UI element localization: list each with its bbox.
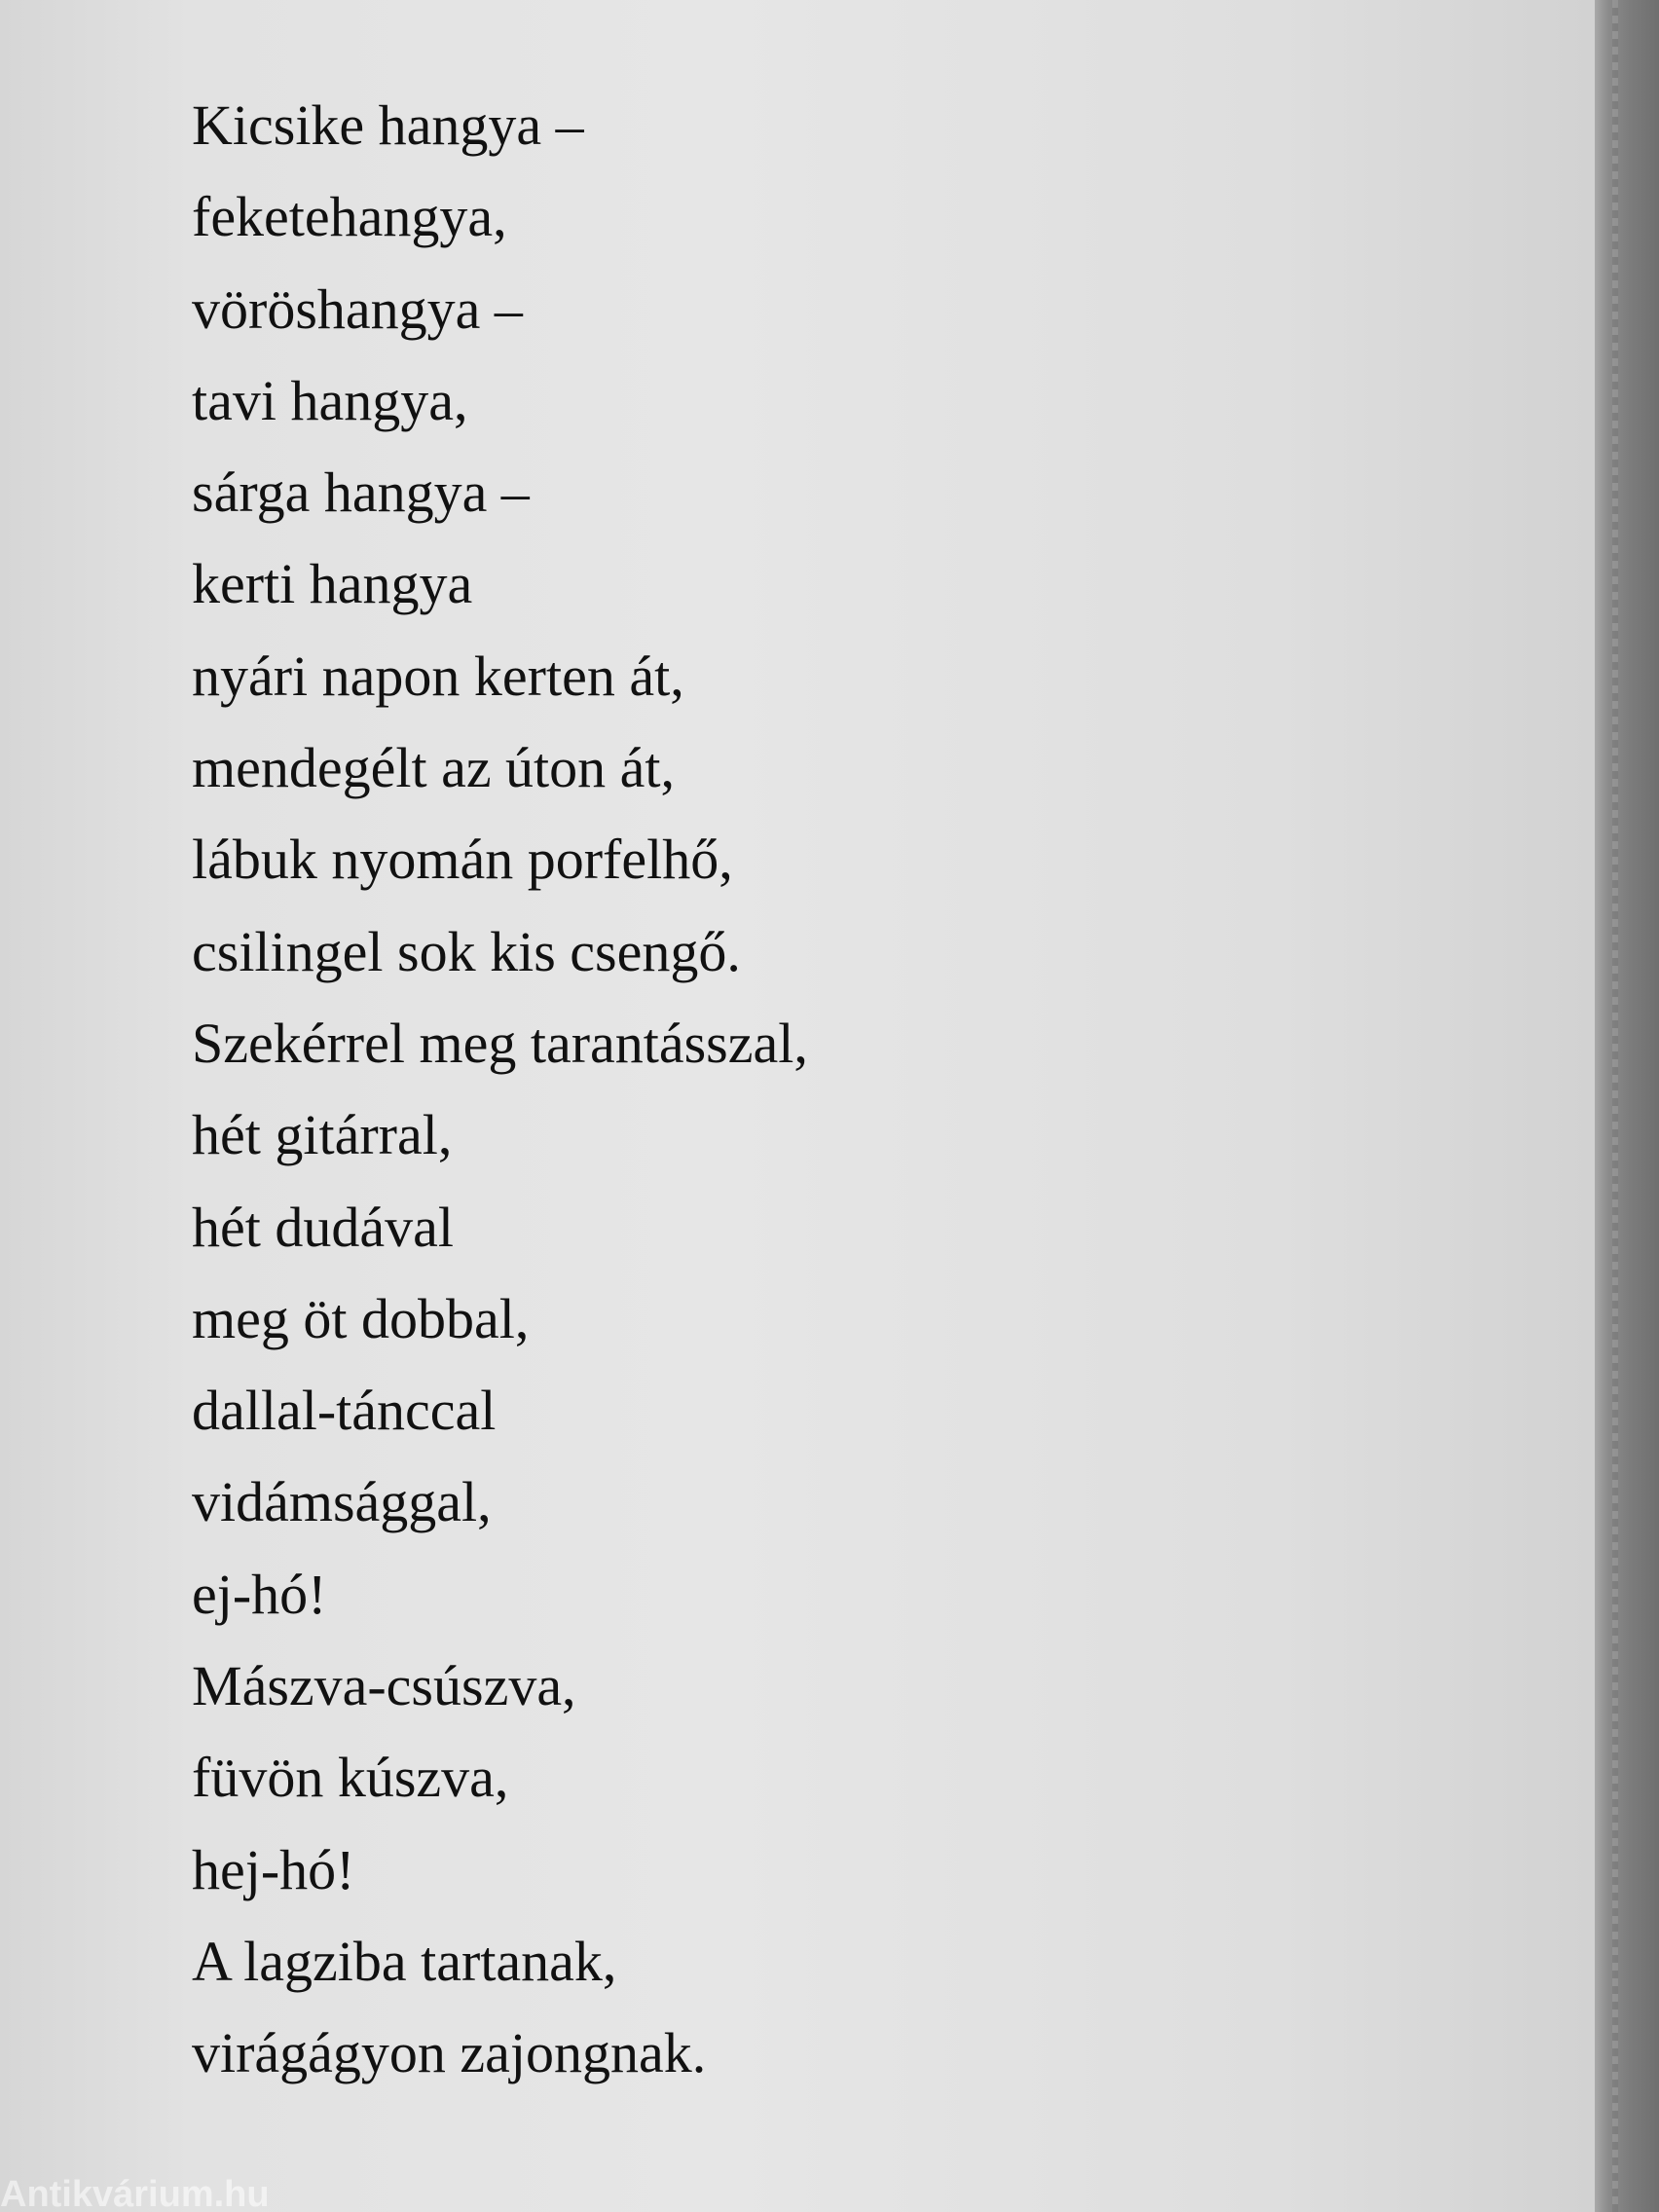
poem-line-2: feketehangya, bbox=[192, 185, 507, 249]
poem-line-15: dallal-tánccal bbox=[192, 1379, 497, 1443]
poem-line-18: Mászva-csúszva, bbox=[192, 1654, 576, 1718]
poem-line-4: tavi hangya, bbox=[192, 368, 468, 432]
poem-line-8: mendegélt az úton át, bbox=[192, 736, 676, 800]
poem-line-12: hét gitárral, bbox=[192, 1103, 453, 1167]
poem-line-20: hej-hó! bbox=[192, 1837, 355, 1901]
watermark-text: Antikvárium.hu bbox=[0, 2177, 270, 2212]
poem-line-13: hét dudával bbox=[192, 1195, 454, 1259]
poem-line-22: virágágyon zajongnak. bbox=[192, 2021, 707, 2085]
poem-line-11: Szekérrel meg tarantásszal, bbox=[192, 1011, 808, 1075]
poem-text bbox=[192, 80, 1399, 2100]
poem-line-19: füvön kúszva, bbox=[192, 1746, 509, 1810]
poem-line-3: vöröshangya – bbox=[192, 276, 523, 341]
poem-line-6: kerti hangya bbox=[192, 552, 473, 616]
poem-line-9: lábuk nyomán porfelhő, bbox=[192, 828, 733, 892]
poem-line-7: nyári napon kerten át, bbox=[192, 644, 684, 708]
poem-line-1: Kicsike hangya – bbox=[192, 93, 584, 157]
poem-line-5: sárga hangya – bbox=[192, 461, 530, 525]
poem-line-21: A lagziba tartanak, bbox=[192, 1929, 617, 1993]
poem-line-16: vidámsággal, bbox=[192, 1470, 492, 1534]
poem-line-17: ej-hó! bbox=[192, 1562, 327, 1626]
poem-line-10: csilingel sok kis csengő. bbox=[192, 919, 741, 983]
poem-line-14: meg öt dobbal, bbox=[192, 1286, 530, 1350]
book-spine-edge bbox=[1595, 0, 1659, 2212]
